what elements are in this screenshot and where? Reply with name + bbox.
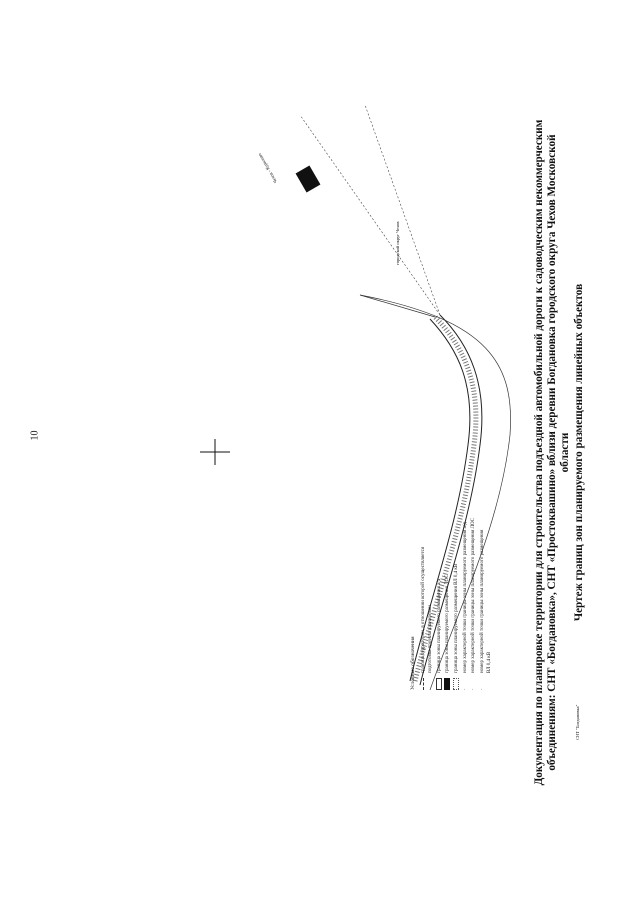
legend-label: номер характерной точки границы зоны планируемого размещения ЛОС bbox=[471, 518, 477, 673]
legend-item bbox=[420, 520, 435, 690]
title-line-1: Документация по планировке территории для строительства подъездной автомобильной дороги к садоводческим некоммерческим bbox=[533, 119, 545, 786]
legend-heading: Условные обозначения bbox=[410, 636, 416, 690]
legend-symbol: · bbox=[479, 688, 485, 690]
legend-label: номер характерной точки границы зоны планируемого размещения а/д bbox=[462, 522, 468, 673]
road-label: Чехов - Курилово bbox=[256, 152, 279, 185]
title-line-2: объединениям: СНТ «Богдановка», СНТ «Простоквашино» вблизи деревни Богдановка городского округа Чехов Московской bbox=[546, 134, 559, 771]
title-line-3: области bbox=[559, 432, 572, 473]
page-number: 10 bbox=[29, 430, 41, 441]
legend-symbol: · bbox=[462, 688, 468, 690]
legend-symbol bbox=[444, 678, 450, 690]
legend-symbol: · bbox=[471, 688, 477, 690]
title-line-4: Чертеж границ зон планируемого размещения линейных объектов bbox=[572, 283, 585, 622]
north-arrow bbox=[200, 439, 230, 465]
legend-label: подготовка проекта планировки bbox=[428, 605, 434, 673]
district-label: городской округ Чехов bbox=[395, 221, 400, 265]
legend-item bbox=[479, 520, 494, 690]
legend-label: ВЛ 0,4 кВ bbox=[487, 651, 493, 673]
legend-symbol bbox=[423, 678, 424, 690]
legend-item bbox=[444, 520, 452, 690]
legend bbox=[410, 520, 495, 690]
secondary-road bbox=[300, 105, 440, 315]
legend-symbol bbox=[436, 678, 442, 690]
los-zone bbox=[296, 165, 321, 192]
snt-label: СНТ "Богдановка" bbox=[575, 704, 580, 740]
legend-item bbox=[462, 520, 470, 690]
legend-item bbox=[470, 520, 478, 690]
legend-item bbox=[436, 520, 444, 690]
legend-label: номер характерной точки границы зоны планируемого размещения bbox=[479, 529, 485, 673]
legend-label: граница зоны планируемого размещения ЛОС bbox=[445, 574, 451, 673]
legend-label: граница зоны планируемого размещения а/д bbox=[436, 578, 442, 673]
legend-label: граница территории, в отношении которой осуществляется bbox=[420, 546, 426, 673]
legend-symbol bbox=[453, 678, 459, 690]
legend-item bbox=[453, 520, 461, 690]
legend-label: граница зоны планируемого размещения ВЛ 0,4 кВ bbox=[453, 563, 459, 673]
